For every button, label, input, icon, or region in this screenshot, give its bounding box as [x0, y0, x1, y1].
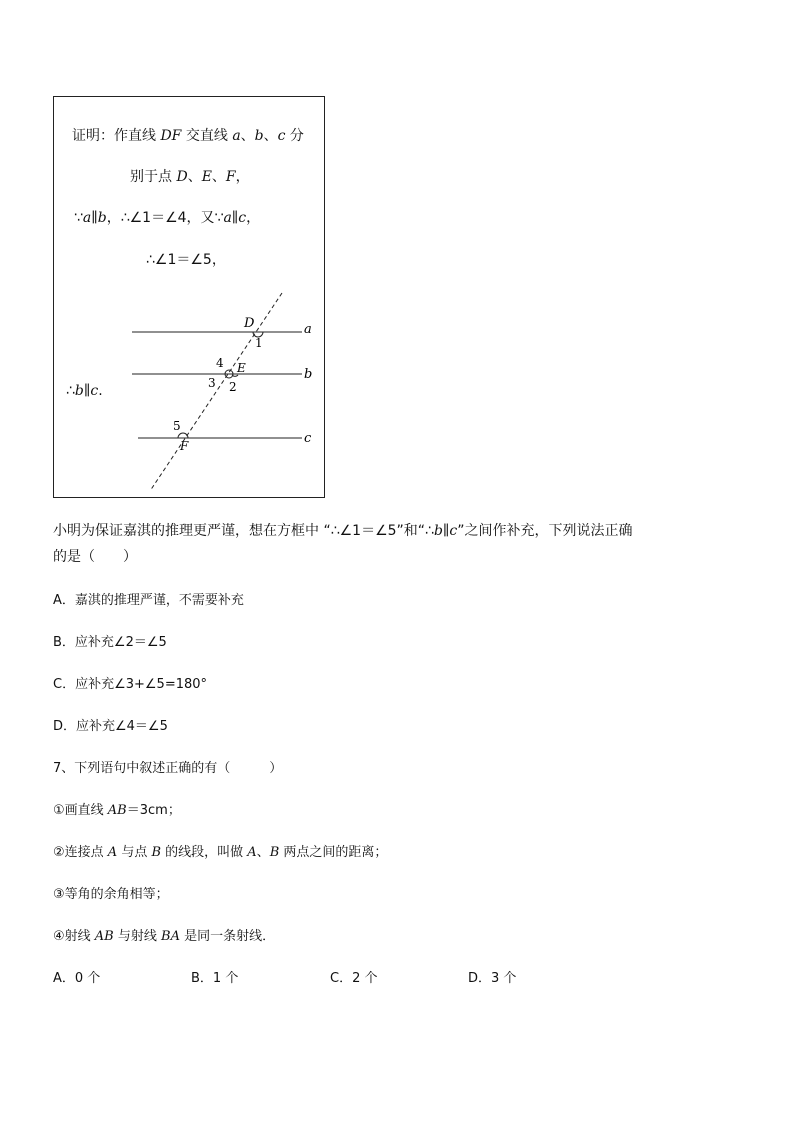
var-c: c: [277, 128, 286, 144]
proof-text: 交直线: [181, 128, 233, 144]
q6-option-a[interactable]: A．嘉淇的推理严谨，不需要补充: [53, 593, 244, 608]
q6-stem-line-2: 的是（ ）: [53, 549, 137, 565]
var-a: a: [232, 128, 241, 144]
proof-text: ，: [235, 169, 250, 185]
q7-text: 的线段，叫做: [161, 845, 248, 860]
q7-option-b[interactable]: B．1 个: [191, 971, 239, 986]
q7-statement-1: [53, 799, 181, 818]
q7-option-d[interactable]: D．3 个: [468, 971, 517, 986]
q7-option-a[interactable]: A．0 个: [53, 971, 101, 986]
b-parallel-c: b∥c: [74, 383, 99, 399]
label-point-d: D: [244, 316, 255, 331]
angle-4-label: 4: [216, 356, 224, 370]
proof-text: ∵: [74, 210, 83, 226]
q7-text: ＝3cm；: [126, 803, 181, 818]
point-f: F: [225, 169, 236, 185]
angle-2-arc: [232, 375, 238, 376]
angle-4-arc: [225, 370, 233, 374]
q6-text: 小明为保证嘉淇的推理更严谨，想在方框中 “∴∠1＝∠5”和“∴: [53, 523, 434, 539]
q7-text: ②连接点: [53, 845, 108, 860]
q6-text: ”之间作补充，下列说法正确: [457, 523, 633, 539]
q7-text: ④射线: [53, 929, 95, 944]
point-a: A: [247, 845, 257, 860]
proof-text: ，: [246, 210, 261, 226]
point-d: D: [176, 169, 188, 185]
line-ab: AB: [107, 803, 127, 818]
label-a: a: [304, 322, 312, 337]
ray-ab: AB: [94, 929, 114, 944]
angle-5-label: 5: [173, 419, 181, 433]
q6-stem-line-1: [53, 520, 633, 540]
a-parallel-c: a∥c: [223, 210, 247, 226]
ray-ba: BA: [161, 929, 180, 944]
label-point-f: F: [180, 439, 189, 453]
proof-text: ∴: [66, 383, 75, 399]
line-df-label: DF: [160, 128, 182, 144]
angle-2-label: 2: [229, 380, 237, 394]
parallel-lines-figure: [54, 97, 326, 499]
proof-text: .: [98, 383, 103, 399]
a-parallel-b: a∥b: [82, 210, 107, 226]
q7-text: 、: [256, 845, 270, 860]
point-a: A: [107, 845, 118, 860]
var-b: b: [254, 128, 264, 144]
q7-text: 两点之间的距离；: [279, 845, 388, 860]
proof-text: 证明：作直线: [72, 128, 161, 144]
label-c: c: [304, 431, 312, 446]
proof-text: 别于点: [130, 169, 177, 185]
angle-1-label: 1: [255, 336, 263, 350]
point-b: B: [269, 845, 280, 860]
proof-text: 、: [240, 128, 255, 144]
q7-text: 是同一条射线．: [179, 929, 276, 944]
b-parallel-c: b∥c: [433, 523, 458, 539]
q7-text: 与射线: [113, 929, 162, 944]
proof-box: [53, 96, 325, 498]
q6-option-b[interactable]: B．应补充∠2＝∠5: [53, 635, 167, 650]
proof-text: 、: [187, 169, 202, 185]
angle-3-label: 3: [208, 376, 216, 390]
q7-text: 与点: [117, 845, 152, 860]
q7-option-c[interactable]: C．2 个: [330, 971, 378, 986]
q7-statement-3: ③等角的余角相等；: [53, 887, 169, 902]
proof-text: 分: [285, 128, 304, 144]
proof-text: 、: [211, 169, 226, 185]
label-b: b: [304, 367, 313, 382]
proof-text: ，∴∠1＝∠4，又∵: [106, 210, 224, 226]
q6-option-d[interactable]: D．应补充∠4＝∠5: [53, 719, 168, 734]
proof-text: 、: [263, 128, 278, 144]
q6-option-c[interactable]: C．应补充∠3+∠5=180°: [53, 677, 208, 692]
q7-text: ①画直线: [53, 803, 108, 818]
transversal-df: [150, 293, 282, 491]
point-b: B: [151, 845, 162, 860]
q7-statement-4: [53, 925, 275, 944]
q7-stem: 7、下列语句中叙述正确的有（ ）: [53, 761, 283, 776]
label-point-e: E: [237, 361, 246, 375]
q7-statement-2: [53, 841, 387, 860]
proof-line-4: ∴∠1＝∠5，: [146, 252, 226, 268]
point-e: E: [201, 169, 212, 185]
